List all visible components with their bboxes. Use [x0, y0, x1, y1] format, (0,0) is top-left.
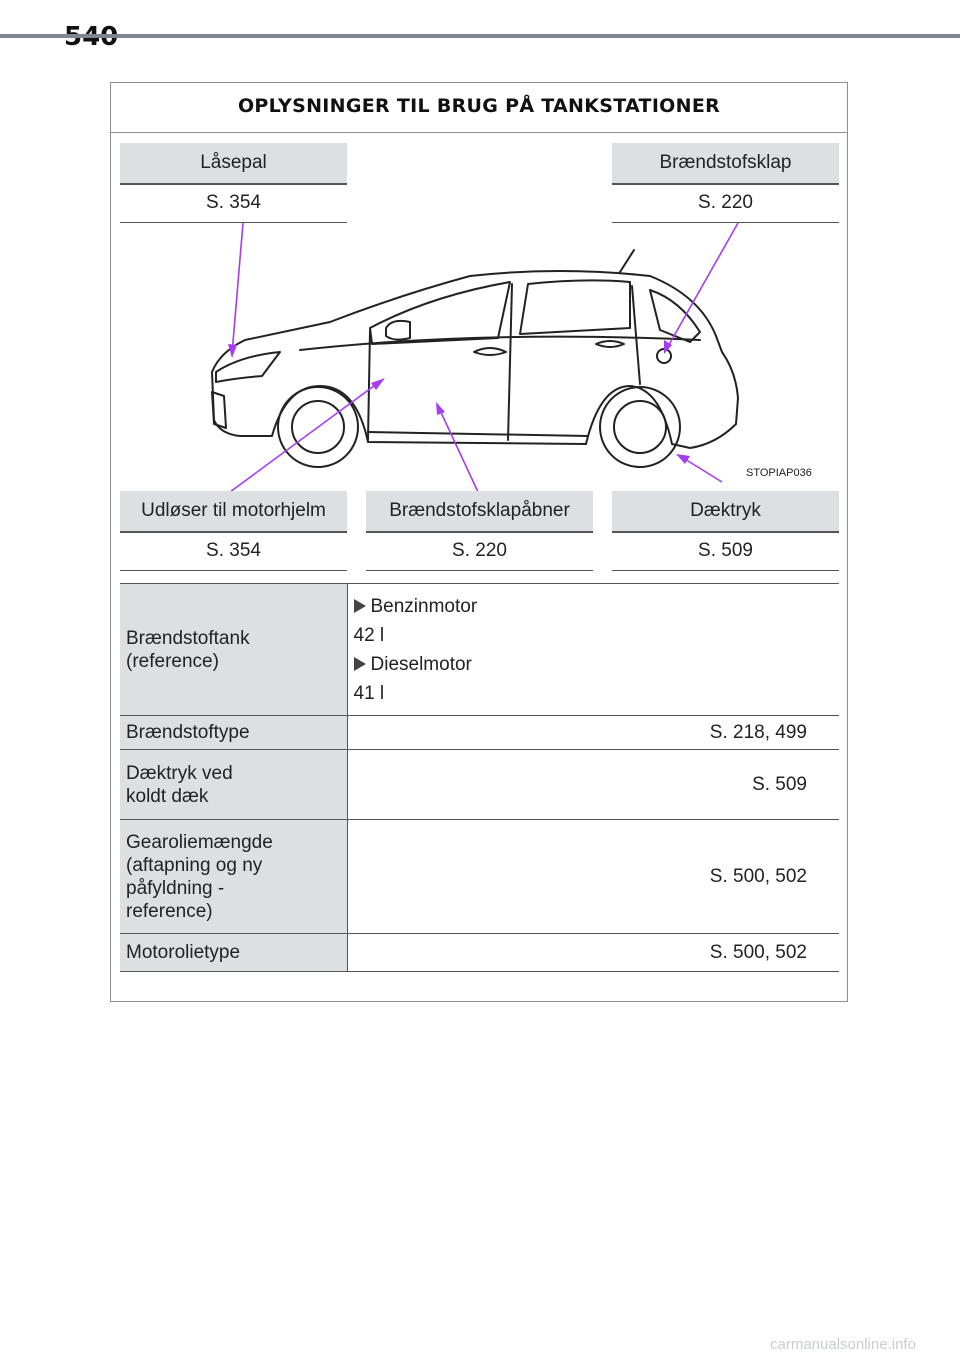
arrowhead — [676, 454, 690, 464]
car-window-rear — [520, 280, 630, 334]
car-headlamp — [216, 352, 280, 382]
car-door-line — [508, 284, 512, 440]
car-window-front — [370, 282, 510, 344]
key-line: (reference) — [126, 650, 219, 672]
car-door-handle — [474, 348, 506, 355]
arrowhead — [436, 402, 445, 415]
row-key: Dæktryk ved koldt dæk — [120, 750, 347, 820]
car-rear-rim — [614, 401, 666, 453]
watermark: carmanualsonline.info — [770, 1336, 916, 1353]
box-title: OPLYSNINGER TIL BRUG PÅ TANKSTATIONER — [111, 83, 847, 133]
row-value[interactable]: S. 500, 502 — [347, 820, 839, 934]
car-mirror — [386, 321, 410, 340]
callout-page-ref[interactable]: S. 220 — [366, 533, 593, 571]
callout-label: Brændstofsklap — [612, 143, 839, 185]
arrowhead — [371, 378, 385, 390]
callout-tire-pressure — [612, 491, 839, 571]
row-key — [120, 584, 347, 716]
arrow-lock-latch — [232, 223, 243, 354]
car-antenna — [620, 250, 634, 272]
row-value[interactable]: S. 218, 499 — [347, 716, 839, 750]
callout-page-ref[interactable]: S. 509 — [612, 533, 839, 571]
arrow-fuel-door — [666, 223, 738, 350]
row-key: Brændstoftype — [120, 716, 347, 750]
engine-value: 42 l — [353, 624, 385, 646]
engine-heading: Dieselmotor — [354, 653, 808, 676]
arrowhead — [228, 344, 237, 358]
callout-hood-release — [120, 491, 347, 571]
table-row — [120, 820, 839, 934]
callout-label: Brændstofsklapåbner — [366, 491, 593, 533]
callout-fuel-door-opener — [366, 491, 593, 571]
spec-table — [120, 583, 839, 972]
arrow-fuel-door-opener — [438, 406, 478, 492]
image-code: STOPIAP036 — [746, 467, 812, 479]
row-key: Motorolietype — [120, 934, 347, 972]
car-character-line — [300, 337, 700, 350]
callout-page-ref[interactable]: S. 220 — [612, 185, 839, 223]
car-door-line — [632, 286, 640, 384]
row-value[interactable]: S. 509 — [347, 750, 839, 820]
car-door-handle — [596, 341, 624, 347]
table-row — [120, 934, 839, 972]
callout-label: Udløser til motorhjelm — [120, 491, 347, 533]
callout-page-ref[interactable]: S. 354 — [120, 185, 347, 223]
callout-page-ref[interactable]: S. 354 — [120, 533, 347, 571]
triangle-bullet-icon — [354, 657, 366, 671]
car-door-line — [368, 330, 370, 440]
engine-heading: Benzinmotor — [354, 595, 808, 618]
callout-label: Dæktryk — [612, 491, 839, 533]
row-value[interactable]: S. 500, 502 — [347, 934, 839, 972]
car-sill — [368, 432, 588, 436]
engine-value: 41 l — [353, 682, 385, 704]
table-row — [120, 584, 839, 716]
car-grille — [212, 392, 226, 428]
row-value — [347, 584, 839, 716]
table-row — [120, 750, 839, 820]
callout-label: Låsepal — [120, 143, 347, 185]
triangle-bullet-icon — [354, 599, 366, 613]
table-row — [120, 716, 839, 750]
key-line: Brændstoftank — [126, 627, 250, 649]
row-key: Gearoliemængde (aftapning og ny påfyldning - reference) — [120, 820, 347, 934]
